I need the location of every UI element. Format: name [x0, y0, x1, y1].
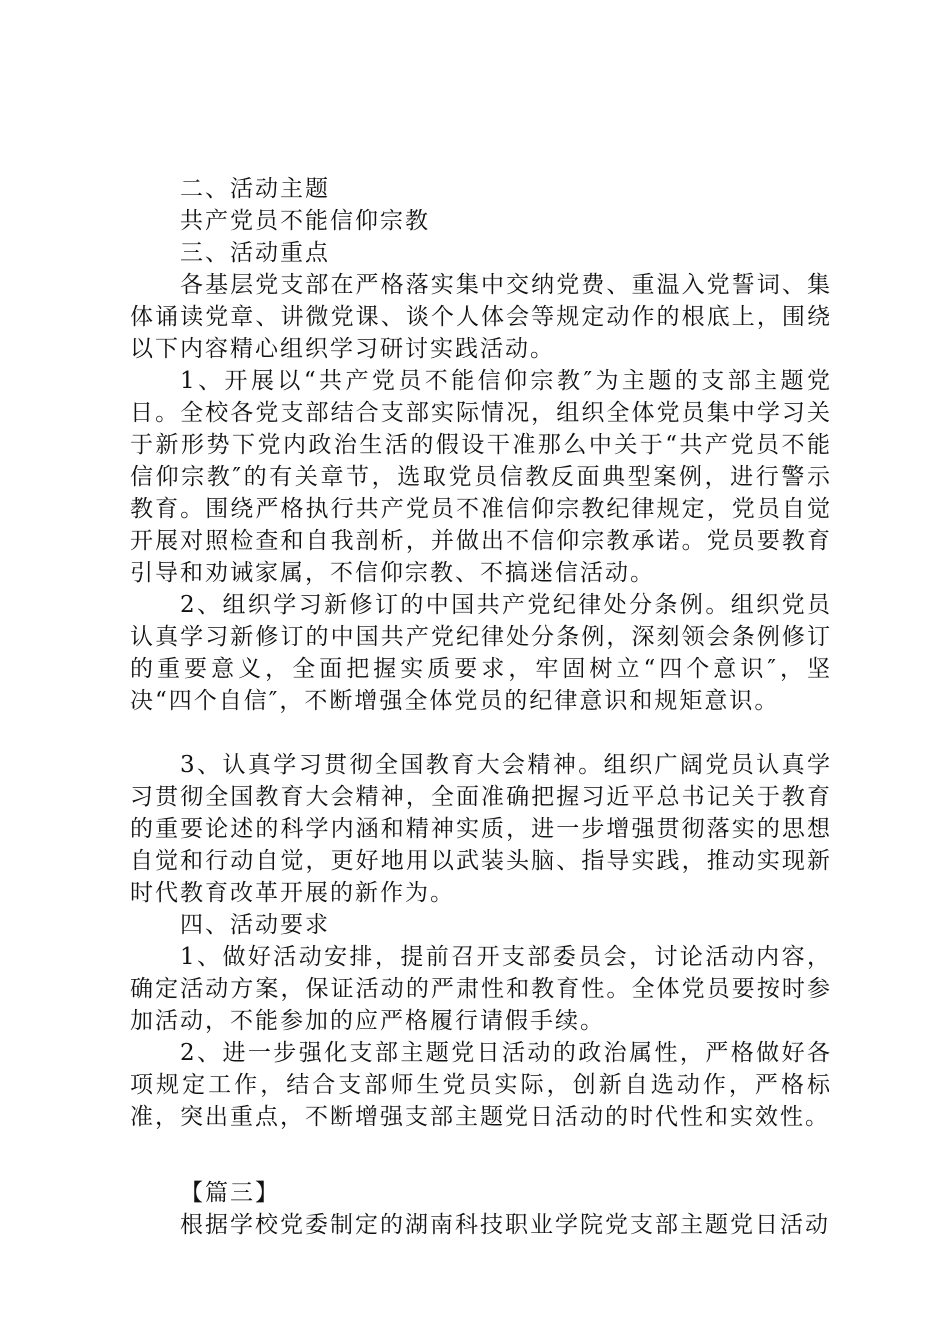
paragraph-item-3: 3、认真学习贯彻全国教育大会精神。组织广阔党员认真学习贯彻全国教育大会精神，全面准确把握习近平总书记关于教育的重要论述的科学内涵和精神实质，进一步增强贯彻落实的思想自觉和行动自觉，更好地用以武装头脑、指导实践，推动实现新时代教育改革开展的新作为。 — [130, 752, 832, 906]
spacer — [130, 1133, 832, 1177]
paragraph-item-1: 1、开展以“共产党员不能信仰宗教″为主题的支部主题党日。全校各党支部结合支部实际情况，组织全体党员集中学习关于新形势下党内政治生活的假设干准那么中关于“共产党员不能信仰宗教″的有关章节，选取党员信教反面典型案例，进行警示教育。围绕严格执行共产党员不准信仰宗教纪律规定，党员自觉开展对照检查和自我剖析，并做出不信仰宗教承诺。党员要教育引导和劝诫家属，不信仰宗教、不搞迷信活动。 — [130, 368, 832, 586]
paragraph-requirement-1: 1、做好活动安排，提前召开支部委员会，讨论活动内容，确定活动方案，保证活动的严肃性和教育性。全体党员要按时参加活动，不能参加的应严格履行请假手续。 — [130, 944, 832, 1034]
paragraph-part3-intro: 根据学校党委制定的湖南科技职业学院党支部主题党日活动 — [180, 1212, 830, 1238]
spacer — [130, 717, 832, 749]
chapter-heading-part3: 【篇三】 — [180, 1180, 280, 1206]
section-heading-focus: 三、活动重点 — [180, 240, 330, 266]
paragraph-requirement-2: 2、进一步强化支部主题党日活动的政治属性，严格做好各项规定工作，结合支部师生党员实际，创新自选动作，严格标准，突出重点，不断增强支部主题党日活动的时代性和实效性。 — [130, 1040, 832, 1130]
section-heading-requirements: 四、活动要求 — [180, 912, 330, 938]
paragraph-intro: 各基层党支部在严格落实集中交纳党费、重温入党誓词、集体诵读党章、讲微党课、谈个人体会等规定动作的根底上，围绕以下内容精心组织学习研讨实践活动。 — [130, 272, 832, 362]
theme-text: 共产党员不能信仰宗教 — [180, 208, 430, 234]
paragraph-item-2: 2、组织学习新修订的中国共产党纪律处分条例。组织党员认真学习新修订的中国共产党纪律处分条例，深刻领会条例修订的重要意义，全面把握实质要求，牢固树立“四个意识″，坚决“四个自信″，不断增强全体党员的纪律意识和规矩意识。 — [130, 592, 832, 714]
section-heading-theme: 二、活动主题 — [180, 176, 330, 202]
document-page — [130, 173, 832, 1241]
